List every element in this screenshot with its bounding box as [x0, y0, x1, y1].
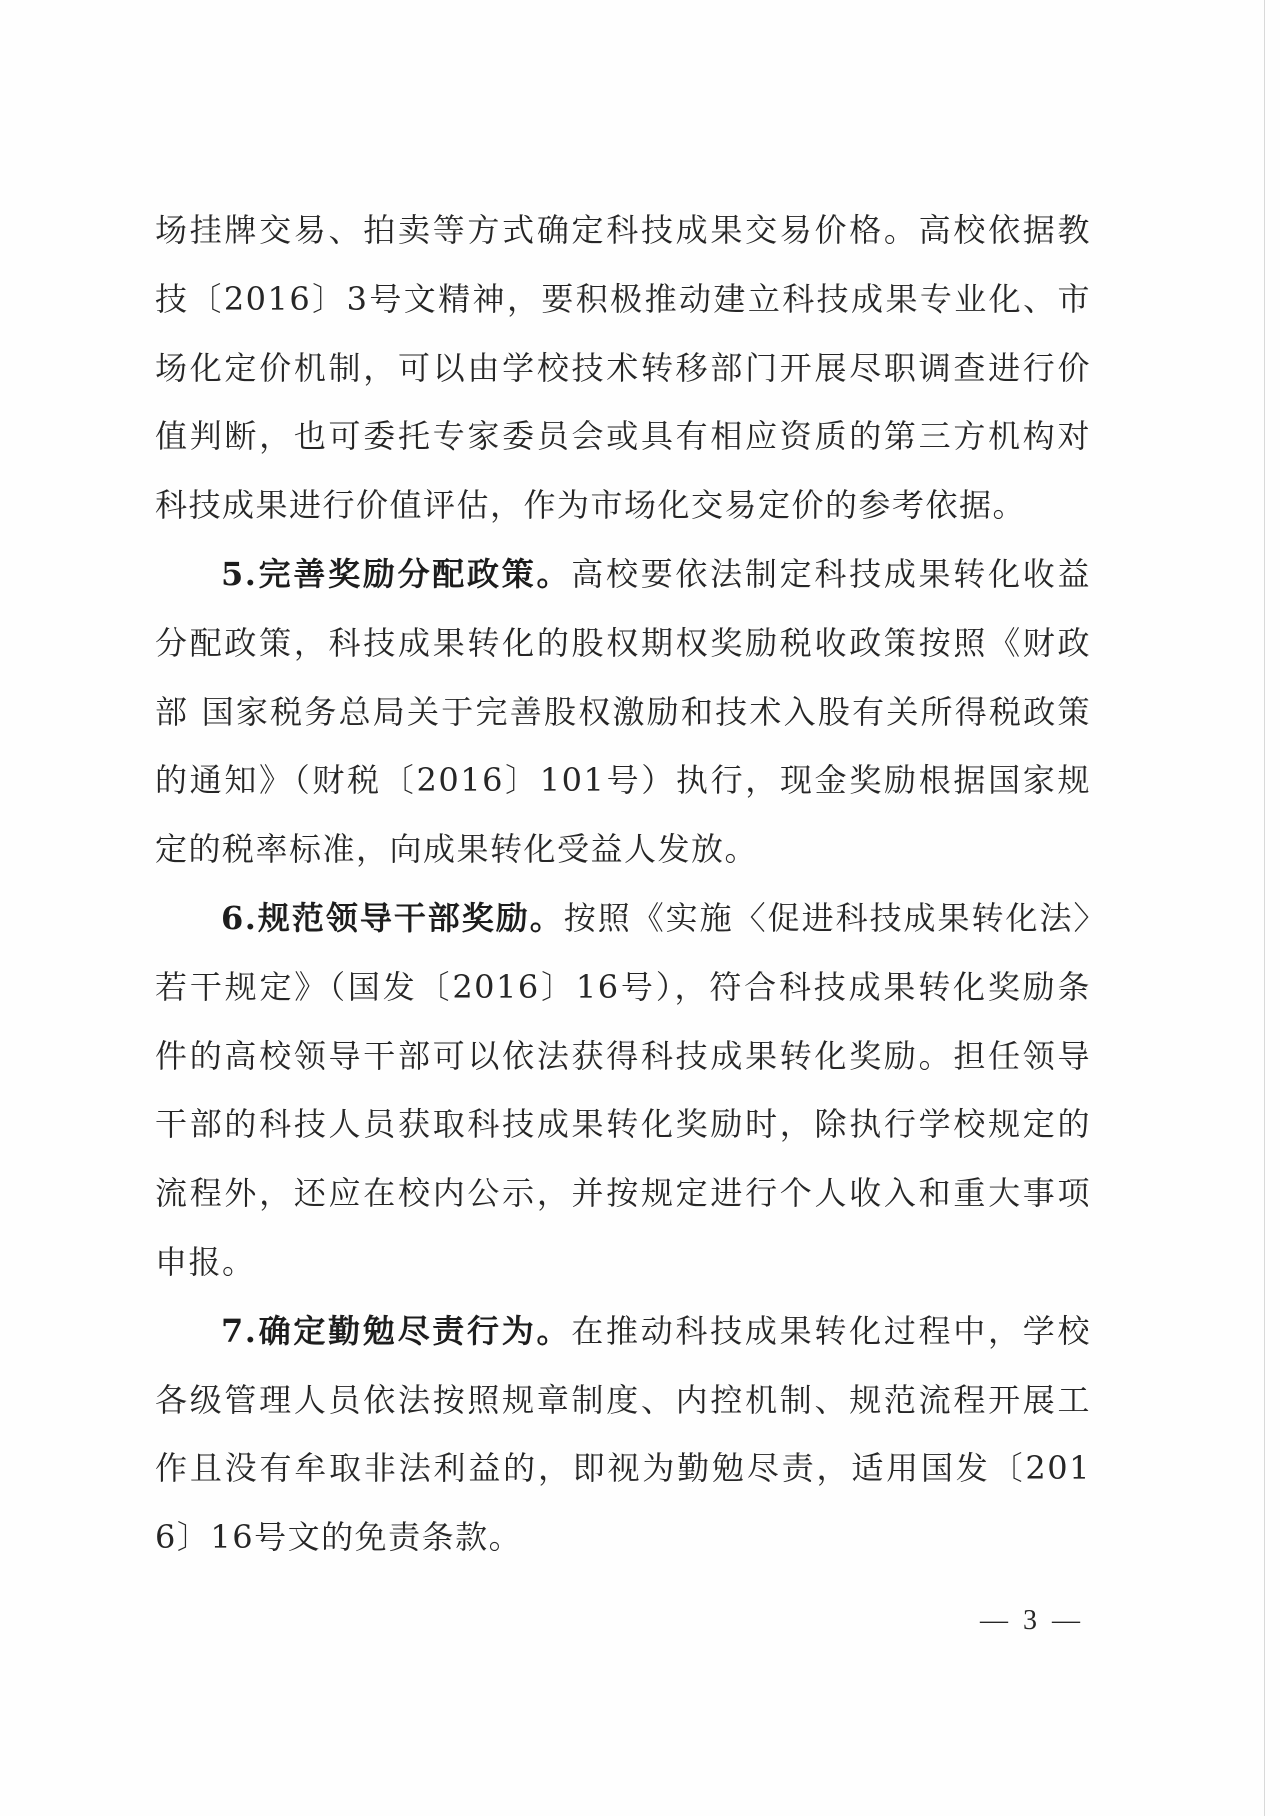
document-body — [155, 196, 1091, 1572]
paragraph-heading: 7.确定勤勉尽责行为。 — [221, 1311, 572, 1350]
page-number: — 3 — — [980, 1605, 1084, 1636]
paragraph-heading: 5.完善奖励分配政策。 — [221, 554, 572, 593]
paragraph-item-6 — [155, 884, 1091, 1297]
paragraph-item-5 — [155, 540, 1091, 884]
scan-edge-line — [1264, 0, 1265, 1816]
paragraph-continued — [155, 196, 1091, 540]
paragraph-text: 在推动科技成果转化过程中，学校各级管理人员依法按照规章制度、内控机制、规范流程开展工作且没有牟取非法利益的，即视为勤勉尽责，适用国发〔2016〕16号文的免责条款。 — [155, 1311, 1091, 1557]
paragraph-text: 高校要依法制定科技成果转化收益分配政策，科技成果转化的股权期权奖励税收政策按照《财政部 国家税务总局关于完善股权激励和技术入股有关所得税政策的通知》（财税〔2016〕101号）执行，现金奖励根据国家规定的税率标准，向成果转化受益人发放。 — [155, 554, 1091, 869]
paragraph-heading: 6.规范领导干部奖励。 — [221, 898, 564, 937]
paragraph-text: 按照《实施〈促进科技成果转化法〉若干规定》（国发〔2016〕16号），符合科技成果转化奖励条件的高校领导干部可以依法获得科技成果转化奖励。担任领导干部的科技人员获取科技成果转化奖励时，除执行学校规定的流程外，还应在校内公示，并按规定进行个人收入和重大事项申报。 — [155, 898, 1091, 1281]
paragraph-text: 场挂牌交易、拍卖等方式确定科技成果交易价格。高校依据教技〔2016〕3号文精神，要积极推动建立科技成果专业化、市场化定价机制，可以由学校技术转移部门开展尽职调查进行价值判断，也可委托专家委员会或具有相应资质的第三方机构对科技成果进行价值评估，作为市场化交易定价的参考依据。 — [155, 211, 1091, 525]
paragraph-item-7 — [155, 1297, 1091, 1572]
